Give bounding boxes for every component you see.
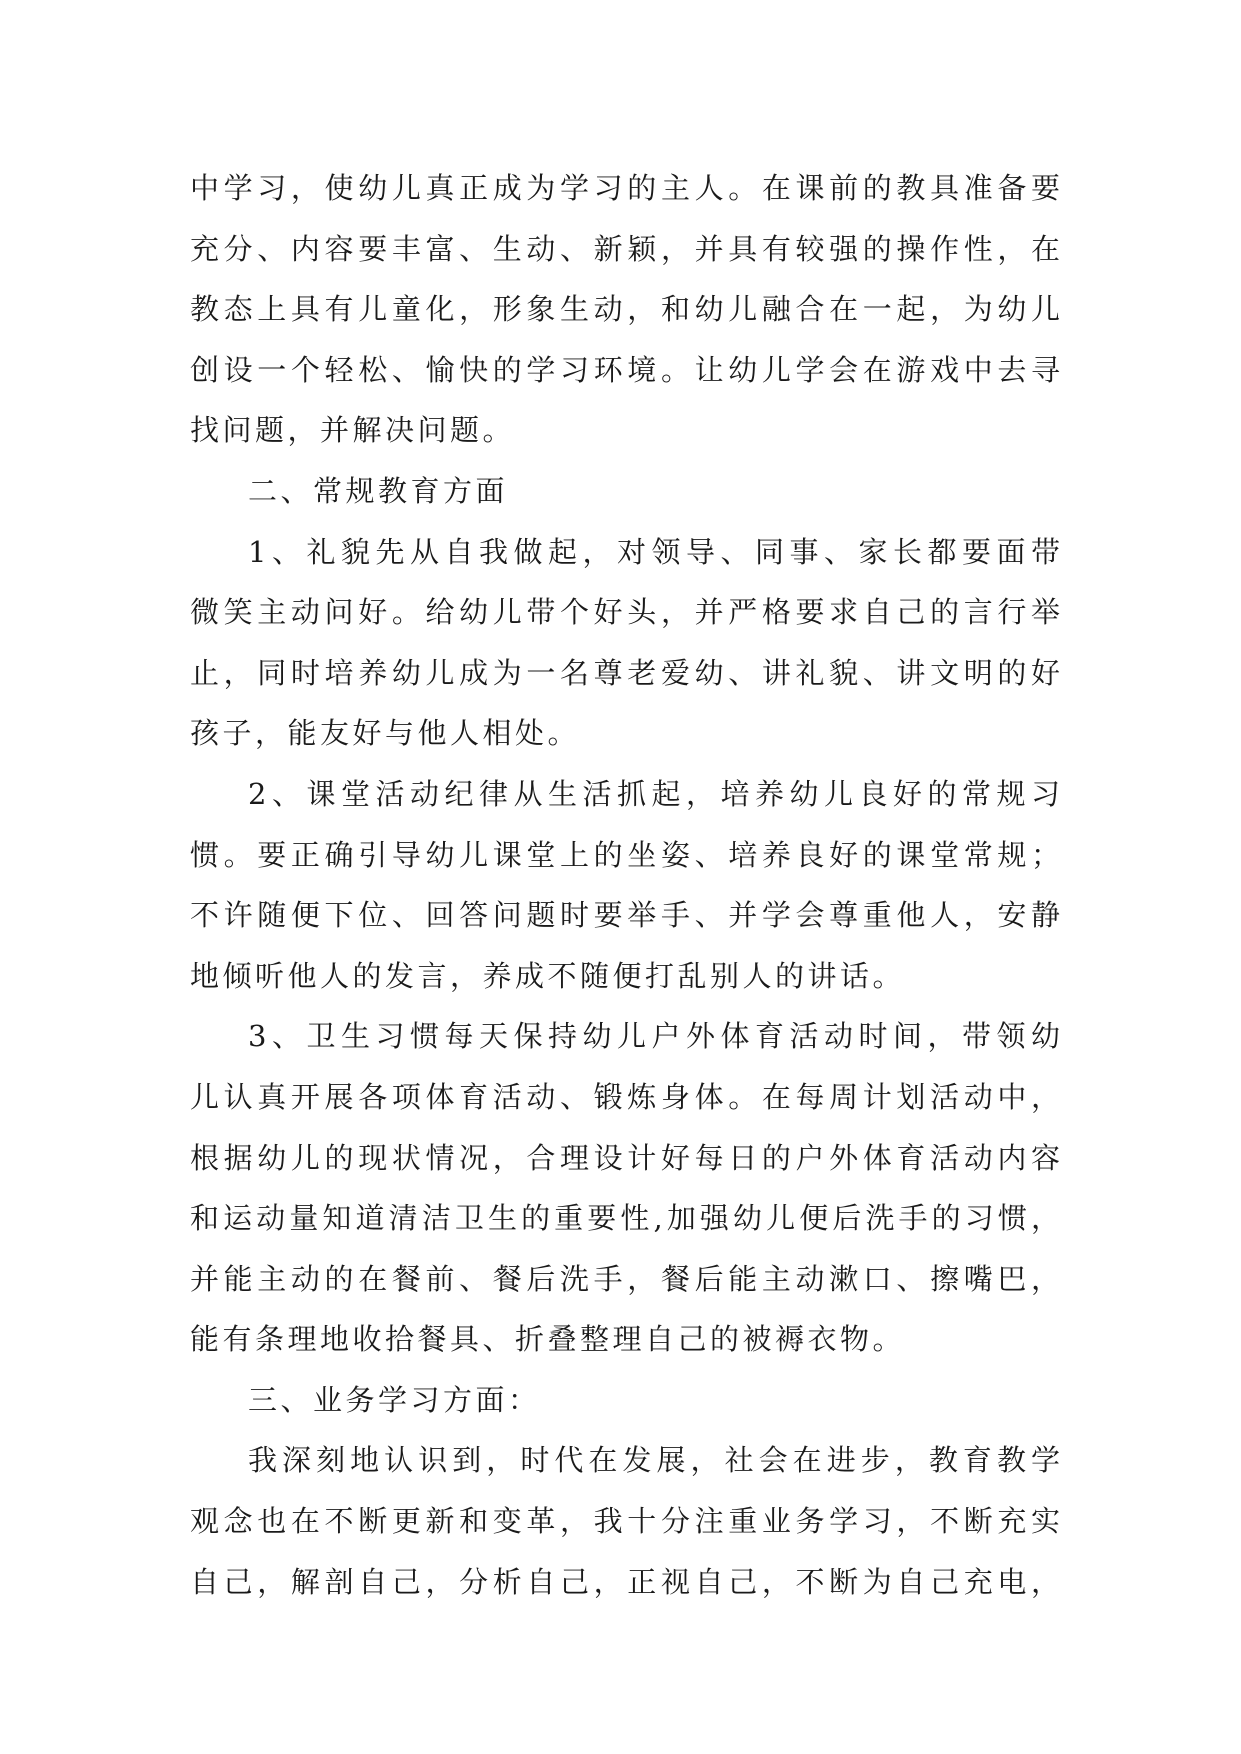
- text-line: 和运动量知道清洁卫生的重要性,加强幼儿便后洗手的习惯，: [190, 1201, 1060, 1236]
- text-line: 观念也在不断更新和变革，我十分注重业务学习，不断充实: [190, 1504, 1060, 1539]
- text-line: 三、业务学习方面：: [248, 1382, 541, 1417]
- text-line: 1、礼貌先从自我做起，对领导、同事、家长都要面带: [248, 534, 1060, 569]
- text-line: 并能主动的在餐前、餐后洗手，餐后能主动漱口、擦嘴巴，: [190, 1261, 1060, 1296]
- text-line: 二、常规教育方面: [248, 473, 509, 508]
- text-line: 2、课堂活动纪律从生活抓起，培养幼儿良好的常规习: [248, 776, 1060, 811]
- text-line: 充分、内容要丰富、生动、新颖，并具有较强的操作性，在: [190, 231, 1060, 266]
- text-line: 自己，解剖自己，分析自己，正视自己，不断为自己充电，: [190, 1564, 1060, 1599]
- text-line: 地倾听他人的发言，养成不随便打乱别人的讲话。: [190, 958, 906, 993]
- text-line: 我深刻地认识到，时代在发展，社会在进步，教育教学: [248, 1443, 1060, 1478]
- text-line: 惯。要正确引导幼儿课堂上的坐姿、培养良好的课堂常规；: [190, 837, 1060, 872]
- text-line: 能有条理地收拾餐具、折叠整理自己的被褥衣物。: [190, 1322, 906, 1357]
- text-line: 儿认真开展各项体育活动、锻炼身体。在每周计划活动中，: [190, 1079, 1060, 1114]
- text-line: 3、卫生习惯每天保持幼儿户外体育活动时间，带领幼: [248, 1019, 1060, 1054]
- text-line: 微笑主动问好。给幼儿带个好头，并严格要求自己的言行举: [190, 595, 1060, 630]
- text-line: 孩子，能友好与他人相处。: [190, 716, 581, 751]
- text-line: 找问题，并解决问题。: [190, 413, 516, 448]
- text-line: 中学习，使幼儿真正成为学习的主人。在课前的教具准备要: [190, 171, 1060, 205]
- text-line: 教态上具有儿童化，形象生动，和幼儿融合在一起，为幼儿: [190, 292, 1060, 327]
- text-line: 根据幼儿的现状情况，合理设计好每日的户外体育活动内容: [190, 1140, 1060, 1175]
- text-line: 不许随便下位、回答问题时要举手、并学会尊重他人，安静: [190, 898, 1060, 933]
- text-line: 止，同时培养幼儿成为一名尊老爱幼、讲礼貌、讲文明的好: [190, 655, 1060, 690]
- text-line: 创设一个轻松、愉快的学习环境。让幼儿学会在游戏中去寻: [190, 352, 1060, 387]
- document-body: [190, 158, 1060, 1612]
